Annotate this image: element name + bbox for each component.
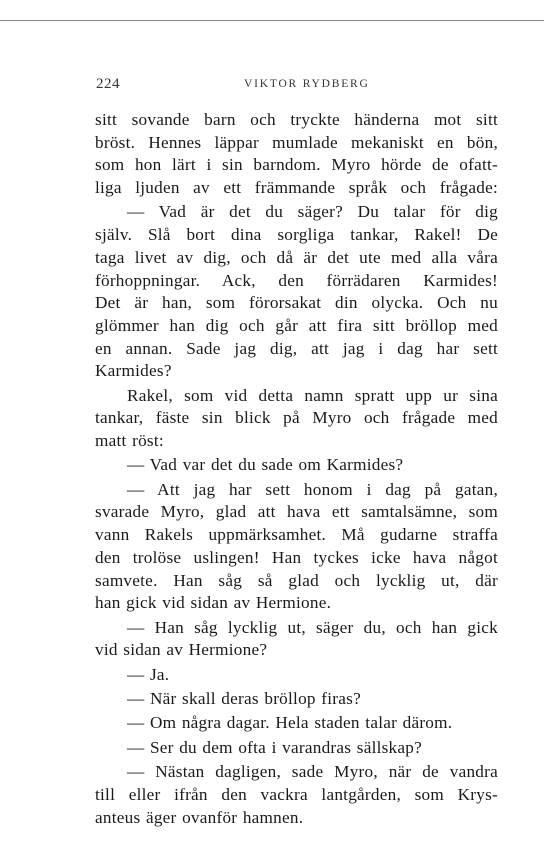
text-line: glömmer han dig och går att fira sitt bröllop med [95,315,498,335]
text-line: han gick vid sidan av Hermione. [95,593,332,613]
text-line: Det är han, som förorsakat din olycka. Och nu [95,293,498,313]
text-line: själv. Slå bort dina sorgliga tankar, Rakel! De [95,225,498,245]
text-line: en annan. Sade jag dig, att jag i dag har sett [95,338,498,358]
text-line: — Nästan dagligen, sade Myro, när de vandra [127,762,498,782]
text-line: Karmides? [95,361,172,381]
text-line: — Ser du dem ofta i varandras sällskap? [127,737,423,757]
page-number: 224 [96,76,120,92]
text-line: vid sidan av Hermione? [95,640,268,660]
text-line: taga livet av dig, och då är det ute med alla våra [95,247,498,267]
text-line: — Ja. [127,664,170,684]
text-line: sitt sovande barn och tryckte händerna mot sitt [95,110,498,129]
text-line: — Han såg lycklig ut, säger du, och han gick [127,617,498,637]
text-line: Rakel, som vid detta namn spratt upp ur sina [127,385,498,405]
text-line: anteus äger ovanför hamnen. [95,807,304,827]
text-line: bröst. Hennes läppar mumlade mekaniskt en bön, [95,132,498,152]
text-line: till eller ifrån den vackra lantgården, som Krys- [95,784,498,804]
text-line: — Vad är det du säger? Du talar för dig [127,202,498,222]
text-line: svarade Myro, glad att hava ett samtalsämne, som [95,502,498,522]
text-line: liga ljuden av ett främmande språk och frågade: [95,178,498,198]
text-line: som hon lärt i sin barndom. Myro hörde de ofatt- [95,155,498,175]
text-line: den trolöse uslingen! Han tyckes icke hava något [95,547,498,567]
text-line: matt röst: [95,431,164,450]
body-text [95,109,498,829]
text-line: förhoppningar. Ack, den förrädaren Karmides! [95,270,498,290]
text-line: vann Rakels uppmärksamhet. Må gudarne straffa [95,525,498,545]
running-title: VIKTOR RYDBERG [244,78,370,90]
running-head [96,76,496,98]
text-line: — När skall deras bröllop firas? [127,689,361,708]
text-line: samvete. Han såg så glad och lycklig ut, där [95,570,498,590]
text-line: tankar, fäste sin blick på Myro och frågade med [95,408,498,428]
text-line: — Vad var det du sade om Karmides? [127,455,404,475]
top-rule [0,20,544,21]
text-line: — Att jag har sett honom i dag på gatan, [127,479,498,499]
text-line: — Om några dagar. Hela staden talar därom. [127,713,453,733]
